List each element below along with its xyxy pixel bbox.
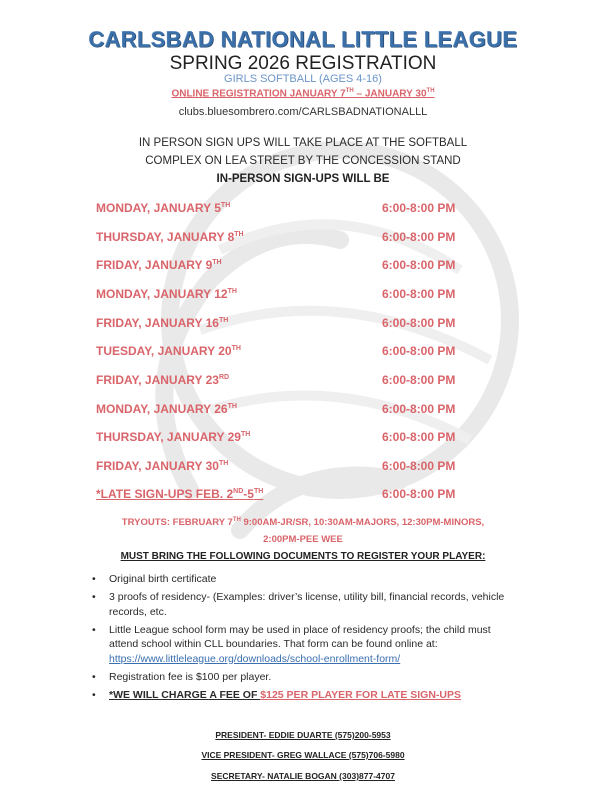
schedule-time: 6:00-8:00 PM	[382, 344, 456, 358]
schedule-row	[0, 230, 606, 248]
schedule-day: MONDAY, JANUARY 5TH	[96, 201, 231, 215]
schedule-day: FRIDAY, JANUARY 23RD	[96, 373, 230, 387]
schedule-time: 6:00-8:00 PM	[382, 402, 456, 416]
schedule-time: 6:00-8:00 PM	[382, 258, 456, 272]
late-signup-row	[0, 487, 606, 505]
schedule-time: 6:00-8:00 PM	[382, 201, 456, 215]
requirements-list	[92, 572, 512, 706]
documents-heading: MUST BRING THE FOLLOWING DOCUMENTS TO REGISTER YOUR PLAYER:	[120, 551, 486, 562]
schedule-day: FRIDAY, JANUARY 9TH	[96, 258, 222, 272]
schedule-day: FRIDAY, JANUARY 30TH	[96, 459, 229, 473]
in-person-line-1: IN PERSON SIGN UPS WILL TAKE PLACE AT THE SOFTBALL	[138, 137, 468, 149]
vice-president-contact: VICE PRESIDENT- GREG WALLACE (575)706-5980	[201, 750, 405, 760]
schedule-day: THURSDAY, JANUARY 8TH	[96, 230, 244, 244]
division-label: GIRLS SOFTBALL (AGES 4-16)	[224, 73, 382, 85]
schedule-day: TUESDAY, JANUARY 20TH	[96, 344, 241, 358]
late-signup-day: *LATE SIGN-UPS FEB. 2ND-5TH	[96, 487, 264, 501]
schedule-day: THURSDAY, JANUARY 29TH	[96, 430, 251, 444]
schedule-time: 6:00-8:00 PM	[382, 316, 456, 330]
secretary-contact: SECRETARY- NATALIE BOGAN (303)877-4707	[211, 771, 395, 781]
bullet-icon: •	[92, 573, 96, 585]
schedule-row	[0, 402, 606, 420]
bullet-icon: •	[92, 670, 96, 683]
schedule-time: 6:00-8:00 PM	[382, 459, 456, 473]
list-item: • *WE WILL CHARGE A FEE OF $125 PER PLAYER FOR LATE SIGN-UPS	[92, 688, 461, 701]
list-item: • Original birth certificate	[92, 573, 217, 585]
list-item: • Little League school form may be used in place of residency proofs; the child must attend school within CLL boundaries. That form can be found online at: https://www.littleleague.org/downloads/school-enrollment-form/	[92, 623, 491, 665]
schedule-day: FRIDAY, JANUARY 16TH	[96, 316, 229, 330]
registration-subtitle: SPRING 2026 REGISTRATION	[169, 53, 437, 74]
schedule-day: MONDAY, JANUARY 26TH	[96, 402, 237, 416]
schedule-row	[0, 316, 606, 334]
list-item: • Registration fee is $100 per player.	[92, 670, 272, 683]
schedule-day: MONDAY, JANUARY 12TH	[96, 287, 237, 301]
schedule-row	[0, 258, 606, 276]
bullet-icon: •	[92, 623, 96, 636]
schedule-row	[0, 201, 606, 219]
in-person-heading: IN-PERSON SIGN-UPS WILL BE	[216, 173, 390, 185]
schedule-time: 6:00-8:00 PM	[382, 430, 456, 444]
tryouts-line-1: TRYOUTS: FEBRUARY 7TH 9:00AM-JR/SR, 10:30AM-MAJORS, 12:30PM-MINORS,	[121, 517, 485, 529]
schedule-time: 6:00-8:00 PM	[382, 287, 456, 301]
schedule-row	[0, 430, 606, 448]
tryouts-line-2: 2:00PM-PEE WEE	[263, 534, 343, 545]
schedule-time: 6:00-8:00 PM	[382, 230, 456, 244]
president-contact: PRESIDENT- EDDIE DUARTE (575)200-5953	[215, 730, 391, 740]
registration-url[interactable]: clubs.bluesombrero.com/CARLSBADNATIONALLL	[178, 106, 428, 118]
schedule-row	[0, 459, 606, 477]
schedule-row	[0, 344, 606, 362]
schedule-time: 6:00-8:00 PM	[382, 373, 456, 387]
in-person-line-2: COMPLEX ON LEA STREET BY THE CONCESSION STAND	[145, 155, 461, 167]
schedule-row	[0, 373, 606, 391]
list-item: • 3 proofs of residency- (Examples: driver’s license, utility bill, financial records, vehicle records, etc.	[92, 591, 505, 618]
school-form-link[interactable]: https://www.littleleague.org/downloads/school-enrollment-form/	[109, 652, 401, 665]
league-title: CARLSBAD NATIONAL LITTLE LEAGUE	[88, 27, 518, 52]
online-registration-dates: ONLINE REGISTRATION JANUARY 7TH – JANUARY 30TH	[171, 88, 435, 100]
bullet-icon: •	[92, 688, 96, 701]
schedule-row	[0, 287, 606, 305]
bullet-icon: •	[92, 591, 96, 603]
late-signup-time: 6:00-8:00 PM	[382, 487, 456, 501]
